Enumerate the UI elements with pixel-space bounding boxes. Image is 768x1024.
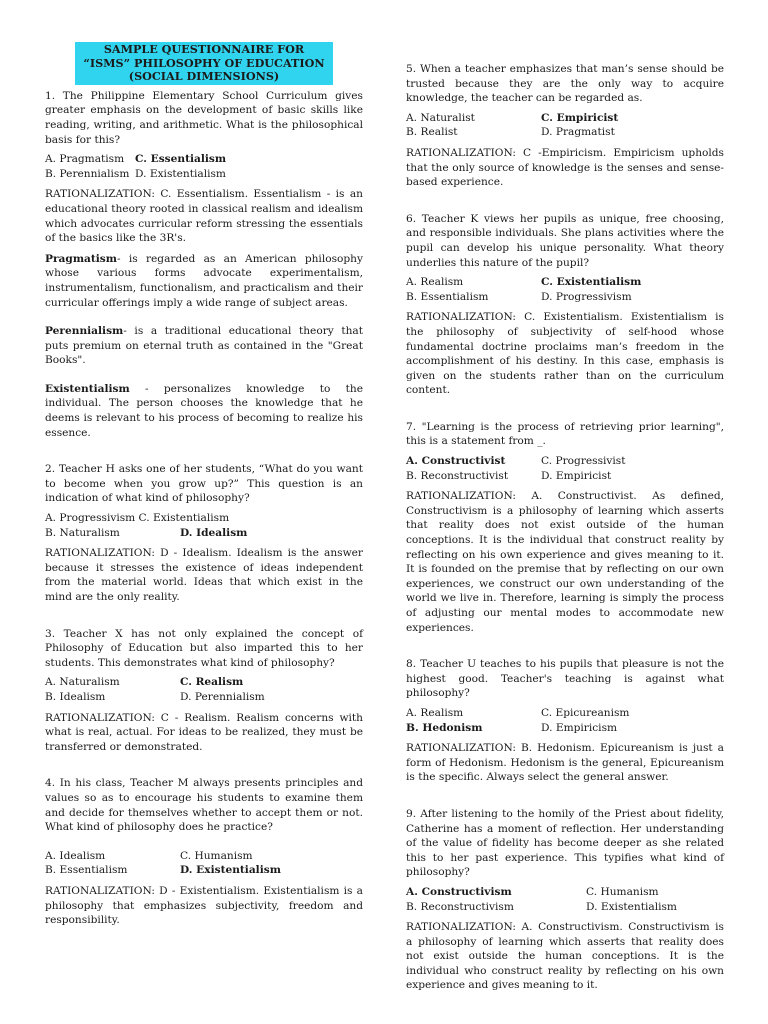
page-title: SAMPLE QUESTIONNAIRE FOR “ISMS” PHILOSOPHY OF EDUCATION (SOCIAL DIMENSIONS) bbox=[75, 42, 333, 85]
question-text: 3. Teacher X has not only explained the concept of Philosophy of Education but also imparted this to her students. This demonstrates what kind of philosophy? bbox=[45, 627, 363, 669]
rationalization: RATIONALIZATION: C -Empiricism. Empiricism upholds that the only source of knowledge is the senses and sense-based experience. bbox=[406, 146, 724, 189]
answer-options bbox=[406, 721, 724, 736]
option-d: D. Existentialism bbox=[135, 167, 226, 180]
question-text: 7. "Learning is the process of retrieving prior learning", this is a statement from _. bbox=[406, 420, 724, 448]
question-6 bbox=[406, 212, 724, 398]
answer-options bbox=[406, 454, 724, 469]
option-d-answer: D. Idealism bbox=[180, 526, 248, 539]
answer-options bbox=[406, 275, 724, 290]
left-column bbox=[45, 42, 363, 928]
option-c-answer: C. Realism bbox=[180, 676, 244, 689]
answer-options bbox=[406, 111, 724, 126]
answer-options bbox=[406, 290, 724, 305]
option-c-answer: C. Essentialism bbox=[135, 153, 227, 166]
answer-options bbox=[45, 863, 363, 878]
question-text: 4. In his class, Teacher M always presents principles and values so as to encourage his students to examine them and decide for themselves whether to accept them or not. What kind of philosophy does he practice? bbox=[45, 777, 363, 834]
question-4 bbox=[45, 776, 363, 927]
question-text: 2. Teacher H asks one of her students, “What do you want to become when you grow up?” This question is an indication of what kind of philosophy? bbox=[45, 463, 363, 505]
answer-options bbox=[406, 900, 724, 915]
term: Perennialism bbox=[45, 325, 124, 338]
question-text: 5. When a teacher emphasizes that man’s sense should be trusted because they are the only way to acquire knowledge, the teacher can be regarded as. bbox=[406, 63, 724, 105]
definition: - is regarded as an American philosophy whose various forms advocate experimentalism, instrumentalism, functionalism, and practicalism and their curricular offerings imply a wide range of subject areas. bbox=[45, 252, 363, 309]
answer-options bbox=[45, 675, 363, 690]
question-2 bbox=[45, 462, 363, 604]
pragmatism-definition bbox=[45, 252, 363, 310]
term: Existentialism bbox=[45, 382, 130, 395]
question-text: 6. Teacher K views her pupils as unique, free choosing, and responsible individuals. She plans activities where the pupil can develop his unique personality. What theory underlies this nature of the pupil? bbox=[406, 212, 724, 269]
question-3 bbox=[45, 627, 363, 755]
question-text: 9. After listening to the homily of the Priest about fidelity, Catherine has a moment of reflection. Her understanding of the value of fidelity has become deeper as she related this to her past experience. This typifies what kind of philosophy? bbox=[406, 807, 724, 879]
definition: - personalizes knowledge to the individual. The person chooses the knowledge that he deems is relevant to his process of becoming to realize his essence. bbox=[45, 382, 363, 439]
option-a-answer: A. Constructivism bbox=[406, 885, 512, 898]
option-c: C. Epicureanism bbox=[541, 706, 630, 719]
answer-options bbox=[45, 167, 363, 182]
rationalization: RATIONALIZATION: C. Essentialism. Essentialism - is an educational theory rooted in classical realism and idealism which advocates curricular reform stressing the essentials of the basics like the 3R's. bbox=[45, 188, 363, 245]
answer-options bbox=[406, 125, 724, 140]
option-a: A. Idealism bbox=[45, 849, 106, 862]
option-b: B. Essentialism bbox=[406, 290, 489, 303]
option-a: A. Realism bbox=[406, 706, 464, 719]
option-c: C. Humanism bbox=[180, 849, 253, 862]
option-a-answer: A. Constructivist bbox=[406, 455, 506, 468]
option-d: D. Empiricism bbox=[541, 721, 618, 734]
option-a: A. Naturalism bbox=[45, 676, 120, 689]
term: Pragmatism bbox=[45, 252, 117, 265]
option-c: C. Progressivist bbox=[541, 455, 626, 468]
question-7 bbox=[406, 420, 724, 635]
option-b: B. Naturalism bbox=[45, 526, 120, 539]
option-d: D. Perennialism bbox=[180, 690, 265, 703]
option-b-answer: B. Hedonism bbox=[406, 721, 483, 734]
answer-options bbox=[45, 511, 363, 526]
option-b: B. Realist bbox=[406, 126, 458, 139]
rationalization: RATIONALIZATION: D - Existentialism. Existentialism is a philosophy that emphasizes subjectivity, freedom and responsibility. bbox=[45, 884, 363, 927]
existentialism-definition bbox=[45, 382, 363, 440]
rationalization: RATIONALIZATION: A. Constructivism. Constructivism is a philosophy of learning which asserts that reality does not exist outside the human conceptions. It is the individual who construct reality by reflecting on his own experience and gives meaning to it. bbox=[406, 921, 724, 992]
option-b: B. Essentialism bbox=[45, 864, 128, 877]
rationalization: RATIONALIZATION: D - Idealism. Idealism is the answer because it stresses the existence of ideas independent from the material world. Ideas that which exist in the mind are the only reality. bbox=[45, 547, 363, 603]
option-a-c: A. Progressivism C. Existentialism bbox=[45, 512, 230, 525]
option-d: D. Pragmatist bbox=[541, 126, 615, 139]
right-column bbox=[406, 62, 724, 993]
option-d: D. Progressivism bbox=[541, 290, 632, 303]
option-d: D. Existentialism bbox=[586, 900, 677, 913]
answer-options bbox=[45, 526, 363, 541]
option-c-answer: C. Empiricist bbox=[541, 111, 619, 124]
option-b: B. Reconstructivist bbox=[406, 469, 509, 482]
rationalization: RATIONALIZATION: C - Realism. Realism concerns with what is real, actual. For ideas to be realized, they must be transferred or demonstrated. bbox=[45, 711, 363, 753]
question-9 bbox=[406, 807, 724, 993]
option-a: A. Realism bbox=[406, 276, 464, 289]
question-text: 8. Teacher U teaches to his pupils that pleasure is not the highest good. Teacher's teaching is against what philosophy? bbox=[406, 658, 724, 700]
option-c-answer: C. Existentialism bbox=[541, 276, 642, 289]
definition: - is a traditional educational theory that puts premium on eternal truth as contained in the "Great Books". bbox=[45, 325, 363, 367]
answer-options bbox=[406, 885, 724, 900]
option-c: C. Humanism bbox=[586, 885, 659, 898]
option-b: B. Perennialism bbox=[45, 167, 130, 180]
answer-options bbox=[406, 706, 724, 721]
option-b: B. Idealism bbox=[45, 690, 106, 703]
answer-options bbox=[45, 152, 363, 167]
option-b: B. Reconstructivism bbox=[406, 900, 514, 913]
answer-options bbox=[406, 469, 724, 484]
answer-options bbox=[45, 849, 363, 864]
option-d: D. Empiricist bbox=[541, 469, 612, 482]
rationalization: RATIONALIZATION: C. Existentialism. Existentialism is the philosophy of subjectivity of self-hood whose fundamental doctrine proclaims man’s freedom in the accomplishment of his destiny. In this case, emphasis is given on the students rather than on the curriculum content. bbox=[406, 311, 724, 397]
perennialism-definition bbox=[45, 324, 363, 368]
question-text: 1. The Philippine Elementary School Curriculum gives greater emphasis on the development of basic skills like reading, writing, and arithmetic. What is the philosophical basis for this? bbox=[45, 89, 363, 146]
question-5 bbox=[406, 62, 724, 190]
option-d-answer: D. Existentialism bbox=[180, 864, 281, 877]
question-8 bbox=[406, 657, 724, 785]
rationalization: RATIONALIZATION: A. Constructivist. As defined, Constructivism is a philosophy of learning which asserts that reality does not exist outside of the human conceptions. It is the individual that construct reality by reflecting on his own experience and gives meaning to it. It is founded on the premise that by reflecting on our own experiences, we construct our own understanding of the world we live in. Therefore, learning is simply the process of adjusting our mental modes to accommodate new experiences. bbox=[406, 490, 724, 634]
option-a: A. Pragmatism bbox=[45, 153, 125, 166]
option-a: A. Naturalist bbox=[406, 111, 475, 124]
rationalization: RATIONALIZATION: B. Hedonism. Epicureanism is just a form of Hedonism. Hedonism is the general, Epicureanism is the specific. Always select the general answer. bbox=[406, 742, 724, 784]
question-1 bbox=[45, 89, 363, 440]
answer-options bbox=[45, 690, 363, 705]
